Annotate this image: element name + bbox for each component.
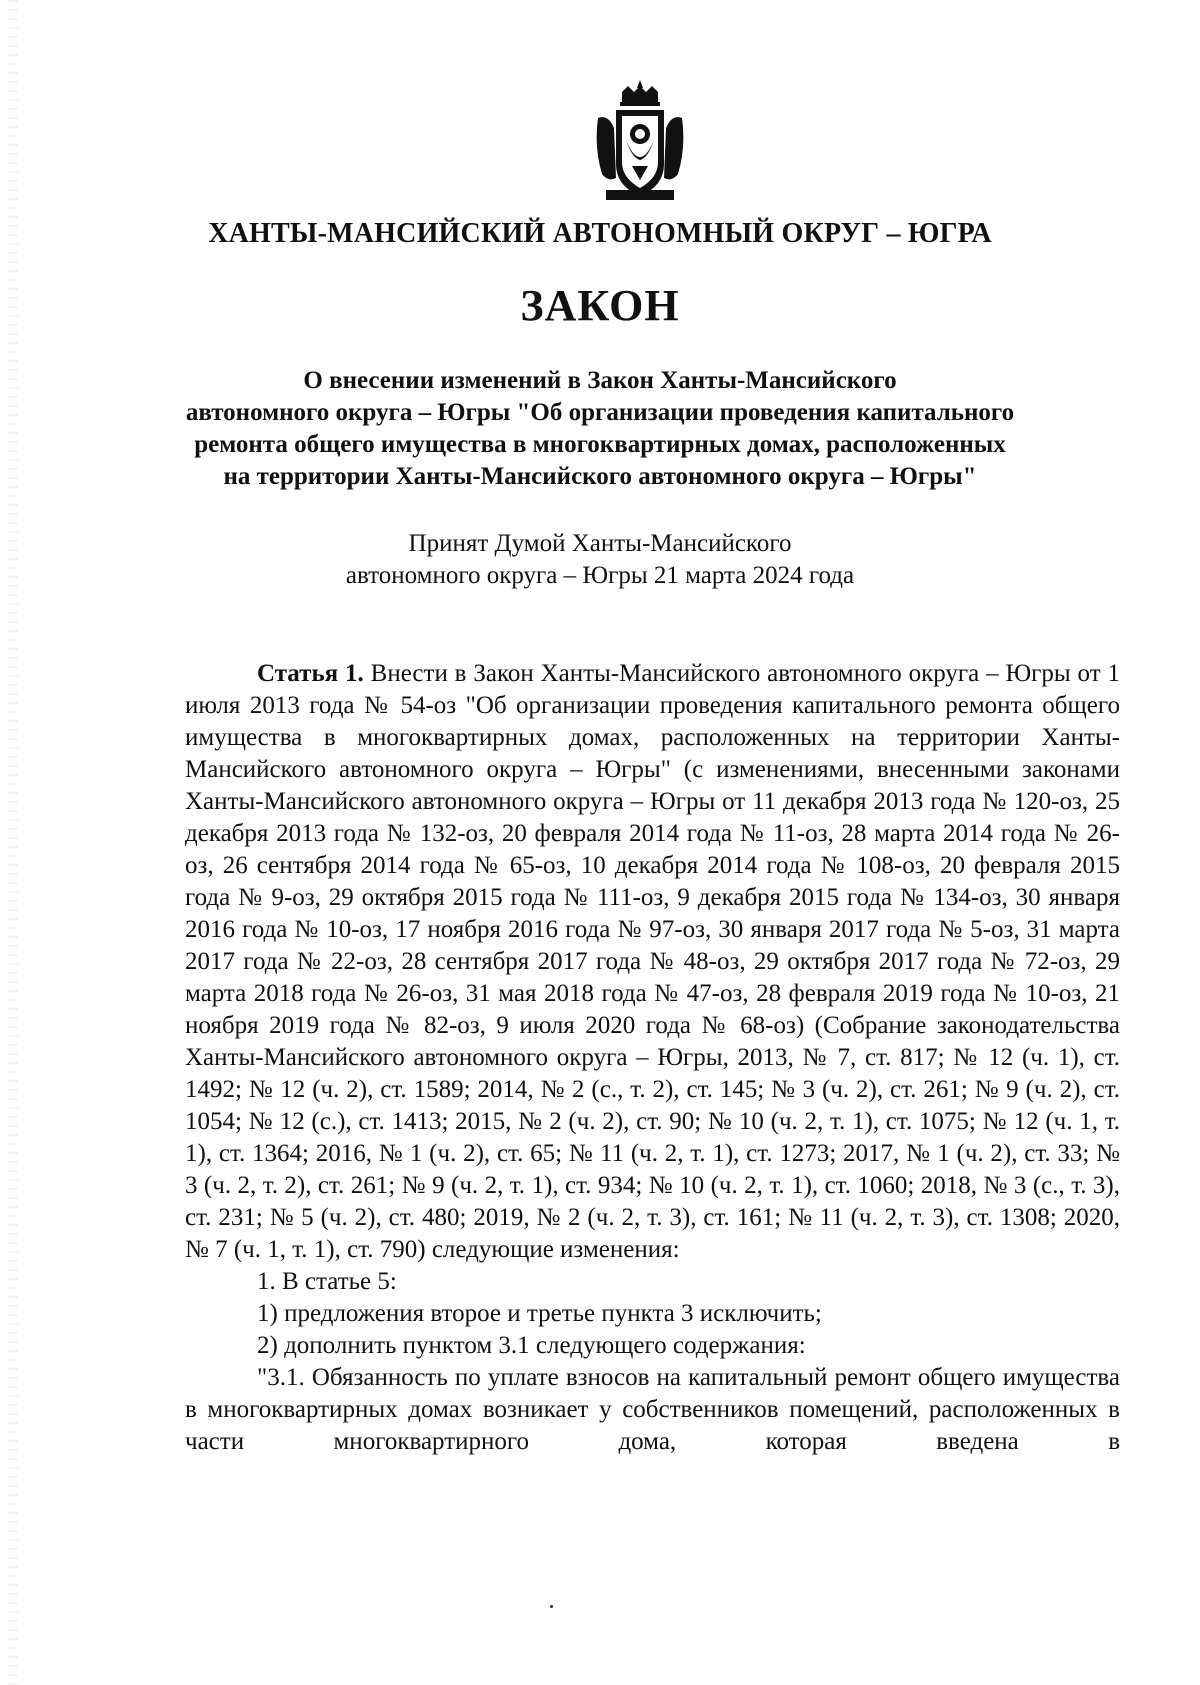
article-body [185,658,1120,1458]
scan-speck [550,1605,553,1608]
quoted-clause: "3.1. Обязанность по уплате взносов на капитальный ремонт общего имущества в многоквартирных домах возникает у собственников помещений, расположенных в части многоквартирного дома, которая введена в [185,1364,1120,1455]
scan-edge-noise [8,0,18,1685]
region-title: ХАНТЫ-МАНСИЙСКИЙ АВТОНОМНЫЙ ОКРУГ – ЮГРА [208,218,992,249]
subtitle-line: на территории Ханты-Мансийского автономного округа – Югры" [223,463,977,490]
item-1-subitem-2: 2) дополнить пунктом 3.1 следующего содержания: [257,1332,806,1359]
subtitle-line: автономного округа – Югры "Об организации проведения капитального [185,399,1015,426]
article-label: Статья 1. [257,660,364,687]
adoption-note [300,528,900,592]
coat-of-arms-emblem [592,78,688,206]
adoption-line: Принят Думой Ханты-Мансийского [408,530,792,557]
subtitle-line: ремонта общего имущества в многоквартирных домах, расположенных [194,431,1006,458]
law-subtitle [150,365,1050,493]
item-1-subitem-1: 1) предложения второе и третье пункта 3 исключить; [257,1300,822,1327]
article-1-paragraph [185,658,1120,1266]
law-title: ЗАКОН [520,281,680,330]
article-intro: Внести в Закон Ханты-Мансийского автономного округа – Югры от 1 июля 2013 года № 54-оз "Об организации проведения капитального ремонта общего имущества в многоквартирных домах, расположенных на территории Ханты-Мансийского автономного округа – Югры" (с изменениями, внесенными законами Ханты-Мансийского автономного округа – Югры от 11 декабря 2013 года № 120-оз, 25 декабря 2013 года № 132-оз, 20 февраля 2014 года № 11-оз, 28 марта 2014 года № 26-оз, 26 сентября 2014 года № 65-оз, 10 декабря 2014 года № 108-оз, 20 февраля 2015 года № 9-оз, 29 октября 2015 года № 111-оз, 9 декабря 2015 года № 134-оз, 30 января 2016 года № 10-оз, 17 ноября 2016 года № 97-оз, 30 января 2017 года № 5-оз, 31 марта 2017 года № 22-оз, 28 сентября 2017 года № 48-оз, 29 октября 2017 года № 72-оз, 29 марта 2018 года № 26-оз, 31 мая 2018 года № 47-оз, 28 февраля 2019 года № 10-оз, 21 ноября 2019 года № 82-оз, 9 июля 2020 года № 68-оз) (Собрание законодательства Ханты-Мансийского автономного округа – Югры, 2013, № 7, ст. 817; № 12 (ч. 1), ст. 1492; № 12 (ч. 2), ст. 1589; 2014, № 2 (с., т. 2), ст. 145; № 3 (ч. 2), ст. 261; № 9 (ч. 2), ст. 1054; № 12 (с.), ст. 1413; 2015, № 2 (ч. 2), ст. 90; № 10 (ч. 2, т. 1), ст. 1075; № 12 (ч. 1, т. 1), ст. 1364; 2016, № 1 (ч. 2), ст. 65; № 11 (ч. 2, т. 1), ст. 1273; 2017, № 1 (ч. 2), ст. 33; № 3 (ч. 2, т. 2), ст. 261; № 9 (ч. 2, т. 1), ст. 934; № 10 (ч. 2, т. 1), ст. 1060; 2018, № 3 (с., т. 3), ст. 231; № 5 (ч. 2), ст. 480; 2019, № 2 (ч. 2, т. 3), ст. 161; № 11 (ч. 2, т. 3), ст. 1308; 2020, № 7 (ч. 1, т. 1), ст. 790) следующие изменения: [185,660,1120,1263]
subtitle-line: О внесении изменений в Закон Ханты-Мансийского [303,367,897,394]
item-1: 1. В статье 5: [257,1268,397,1295]
adoption-line: автономного округа – Югры 21 марта 2024 года [345,562,855,589]
